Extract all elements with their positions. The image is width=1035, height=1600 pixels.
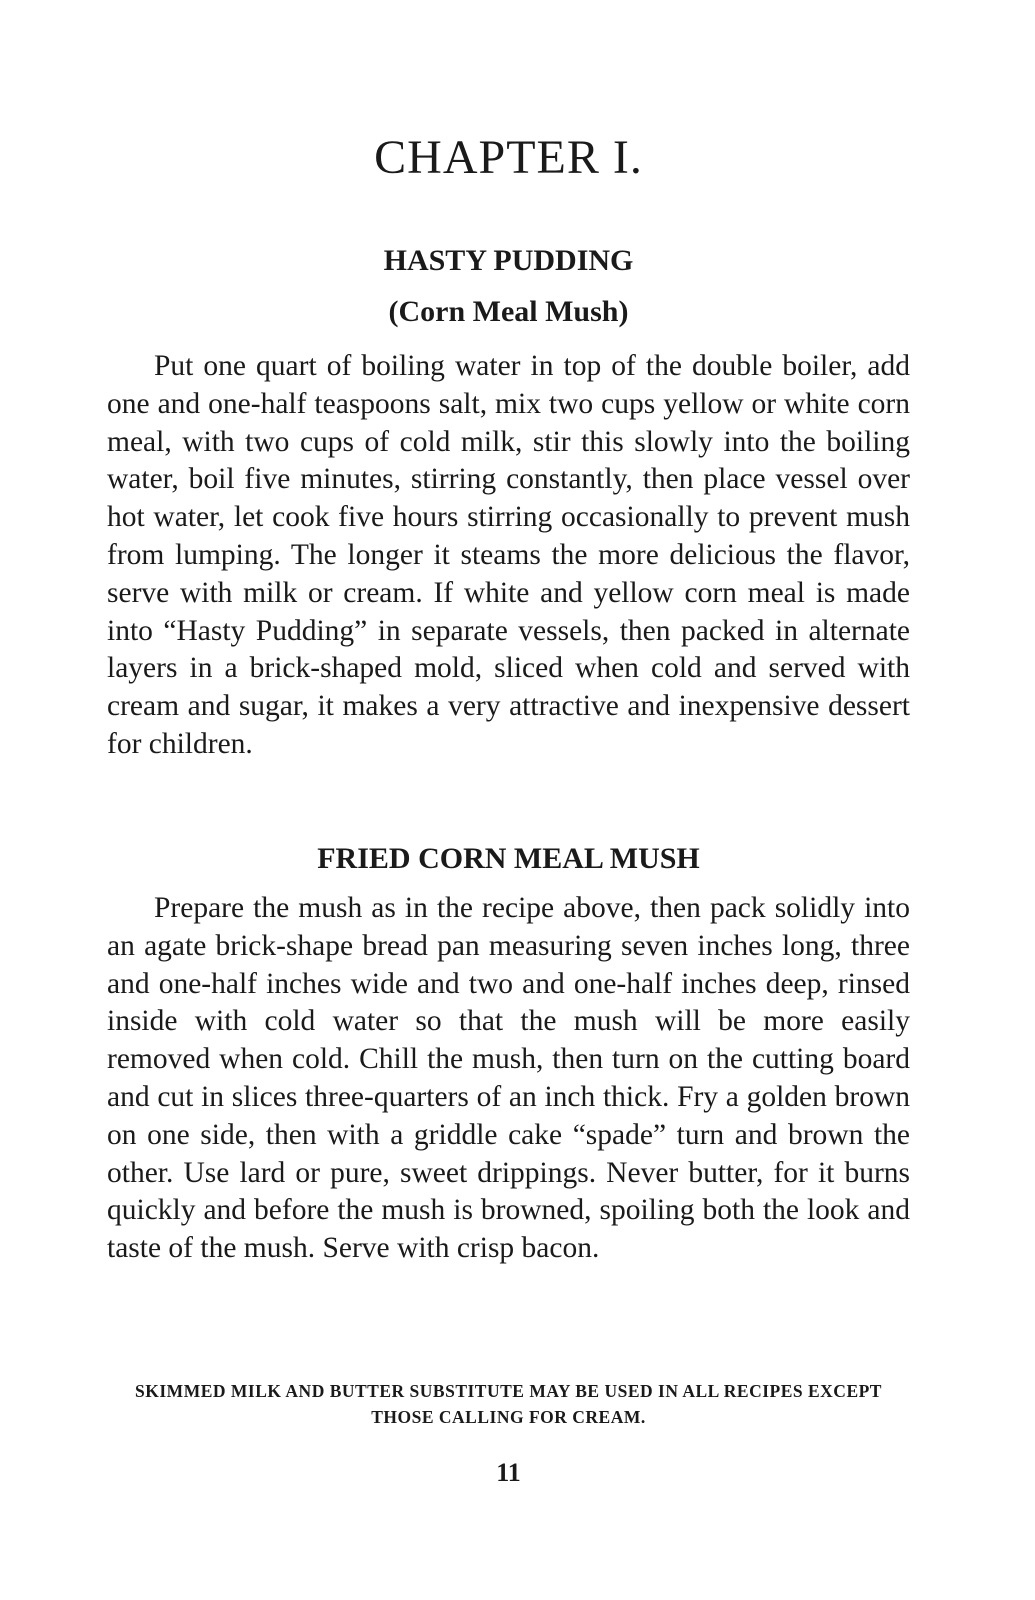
recipe-text-fried-corn-meal-mush: Prepare the mush as in the recipe above, then pack solidly into an agate brick-shape bread pan measuring seven inches long, three and one-half inches wide and two and one-half inches deep, rinsed inside with cold water so that the mush will be more easily removed when cold. Chill the mush, then turn on the cutting board and cut in slices three-quarters of an inch thick. Fry a golden brown on one side, then with a griddle cake “spade” turn and brown the other. Use lard or pure, sweet drippings. Never butter, for it burns quickly and before the mush is browned, spoiling both the look and taste of the mush. Serve with crisp bacon. bbox=[107, 892, 910, 1265]
recipe-subtitle-corn-meal-mush: (Corn Meal Mush) bbox=[388, 295, 629, 328]
recipe-title-hasty-pudding: HASTY PUDDING bbox=[383, 244, 634, 277]
chapter-title: CHAPTER I. bbox=[374, 131, 643, 184]
page-number: 11 bbox=[496, 1458, 521, 1487]
recipe-title-fried-corn-meal-mush: FRIED CORN MEAL MUSH bbox=[317, 842, 700, 875]
footnote: SKIMMED MILK AND BUTTER SUBSTITUTE MAY BE USED IN ALL RECIPES EXCEPT THOSE CALLING FOR CREAM. bbox=[135, 1381, 882, 1427]
recipe-text-hasty-pudding: Put one quart of boiling water in top of the double boiler, add one and one-half teaspoons salt, mix two cups yellow or white corn meal, with two cups of cold milk, stir this slowly into the boiling water, boil five minutes, stirring constantly, then place vessel over hot water, let cook five hours stirring occasionally to prevent mush from lumping. The longer it steams the more delicious the flavor, serve with milk or cream. If white and yellow corn meal is made into “Hasty Pudding” in separate vessels, then packed in alternate layers in a brick-shaped mold, sliced when cold and served with cream and sugar, it makes a very attractive and inexpensive dessert for children. bbox=[107, 350, 910, 760]
